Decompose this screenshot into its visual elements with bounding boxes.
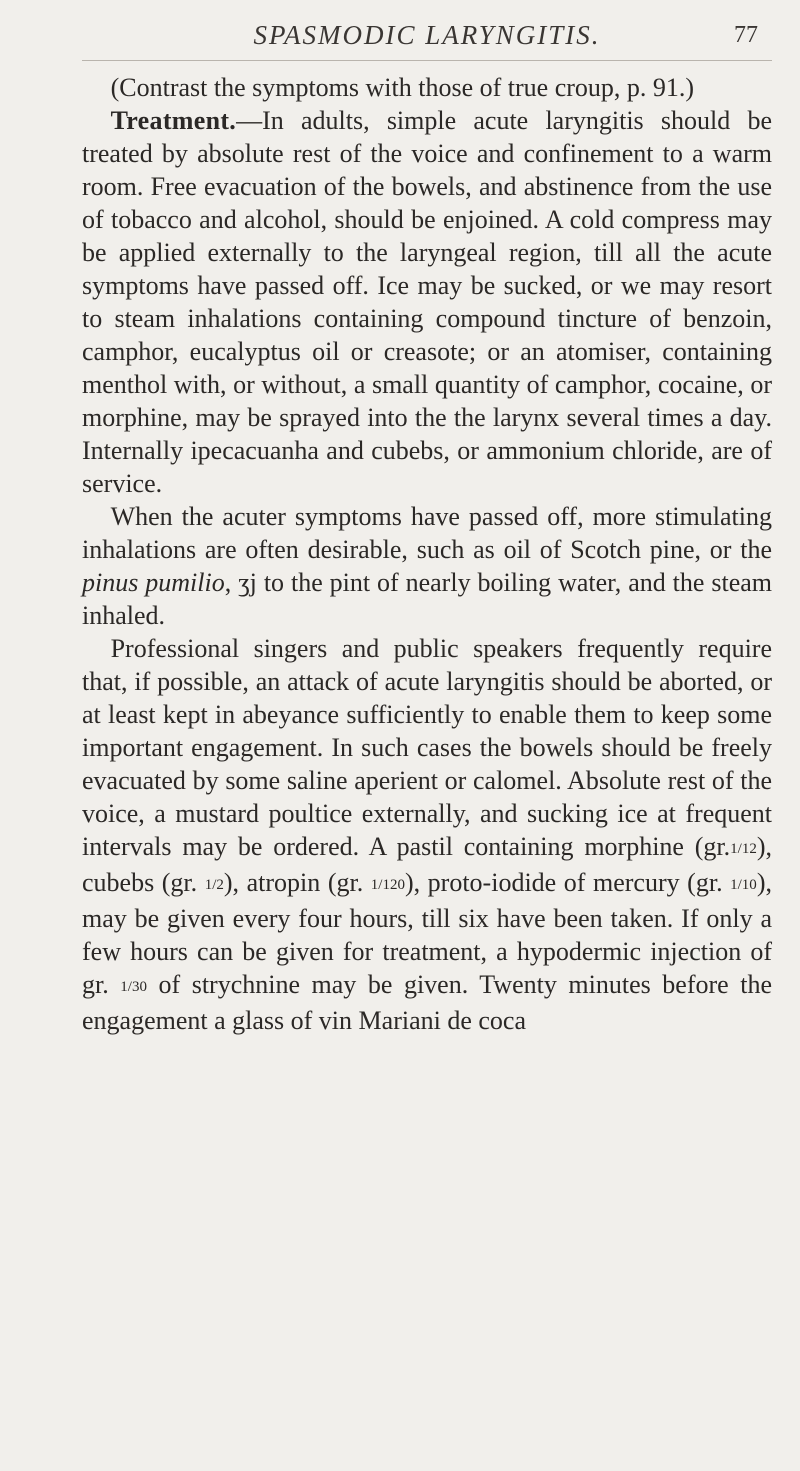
paragraph-professional-singers — [82, 632, 772, 1037]
running-header — [82, 14, 772, 61]
contrast-text: (Contrast the symptoms with those of true croup, p. 91.) — [110, 73, 695, 102]
singers-text-3: ), atropin (gr. — [223, 868, 371, 897]
page-number: 77 — [734, 22, 758, 48]
acuter-italic-term: pinus pumilio — [82, 568, 225, 597]
singers-text-6: of strychnine may be given. Twenty minutes before the engagement a glass of vin Mariani de coca — [82, 970, 773, 1035]
paragraph-acuter-symptoms — [82, 500, 772, 632]
fraction-atropin: 1/120 — [370, 877, 405, 893]
running-title: SPASMODIC LARYNGITIS. — [253, 20, 601, 50]
fraction-morphine: 1/12 — [730, 841, 757, 857]
singers-text-5: ), may be given every four hours, till six have been taken. If only a few hours can be given for treatment, a hypodermic injection of gr. — [82, 868, 772, 999]
fraction-cubebs: 1/2 — [204, 877, 224, 893]
singers-text-2: ), cubebs (gr. — [82, 832, 772, 897]
treatment-text: —In adults, simple acute laryngitis should be treated by absolute rest of the voice and confinement to a warm room. Free evacuation of the bowels, and abstinence from the use of tobacco and alcohol, should be enjoined. A cold compress may be applied externally to the laryngeal region, till all the acute symptoms have passed off. Ice may be sucked, or we may resort to steam inhalations containing compound tincture of benzoin, camphor, eucalyptus oil or creasote; or an atomiser, containing menthol with, or without, a small quantity of camphor, cocaine, or morphine, may be sprayed into the the larynx several times a day. Internally ipecacuanha and cubebs, or ammonium chloride, are of service. — [82, 106, 772, 498]
singers-text-4: ), proto-iodide of mercury (gr. — [404, 868, 731, 897]
book-page — [82, 14, 772, 1037]
body-text — [82, 71, 772, 1037]
paragraph-treatment — [82, 104, 772, 500]
paragraph-contrast — [82, 71, 772, 104]
fraction-strychnine: 1/30 — [120, 979, 147, 995]
acuter-text-after: , ʒj to the pint of nearly boiling water, and the steam inhaled. — [82, 568, 772, 630]
fraction-mercury: 1/10 — [730, 877, 757, 893]
singers-text-1: Professional singers and public speakers frequently require that, if possible, an attack of acute laryngitis should be aborted, or at least kept in abeyance sufficiently to enable them to keep some important engagement. In such cases the bowels should be freely evacuated by some saline aperient or calomel. Absolute rest of the voice, a mustard poultice externally, and sucking ice at frequent intervals may be ordered. A pastil containing morphine (gr. — [82, 634, 772, 861]
acuter-text-before: When the acuter symptoms have passed off, more stimulating inhalations are often desirable, such as oil of Scotch pine, or the — [82, 502, 772, 564]
treatment-heading: Treatment. — [110, 106, 237, 135]
